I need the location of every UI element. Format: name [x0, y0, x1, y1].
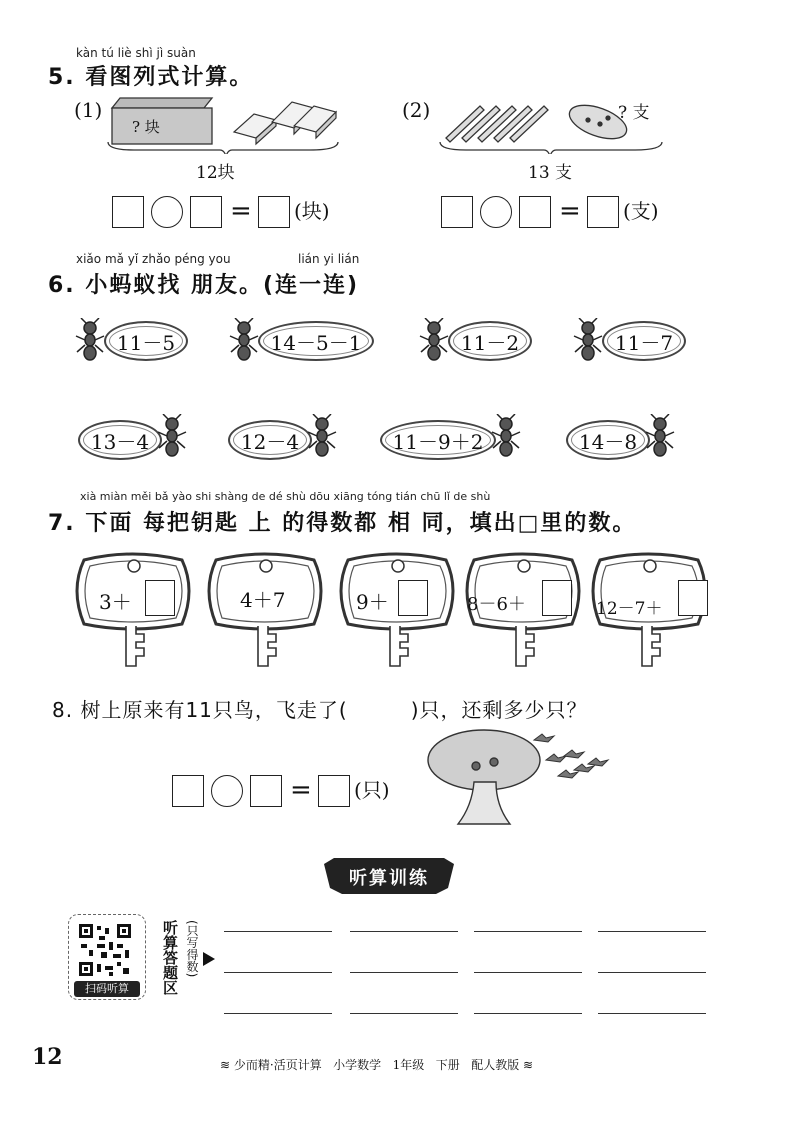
answer-box[interactable]	[258, 196, 290, 228]
ant-icon	[156, 414, 188, 458]
q7-pinyin: xià miàn měi bǎ yào shi shàng de dé shù dōu xiāng tóng tián chū lǐ de shù	[80, 490, 491, 503]
answer-box[interactable]	[250, 775, 282, 807]
q5-part1-hidden: ? 块	[132, 118, 160, 136]
equals-sign: =	[290, 775, 312, 805]
answer-line[interactable]	[474, 1013, 582, 1014]
answer-line[interactable]	[350, 931, 458, 932]
expression-oval[interactable]: 11－9＋2	[380, 420, 496, 460]
key-expression: 4＋7	[240, 588, 286, 612]
equals-sign: =	[230, 196, 252, 226]
answer-box[interactable]	[441, 196, 473, 228]
answer-line[interactable]	[350, 972, 458, 973]
expression-oval[interactable]: 11－2	[448, 321, 532, 361]
answer-line[interactable]	[598, 931, 706, 932]
operator-circle[interactable]	[480, 196, 512, 228]
footer-subject: 小学数学	[333, 1058, 382, 1072]
answer-box[interactable]	[587, 196, 619, 228]
q5-pinyin: kàn tú liè shì jì suàn	[76, 46, 196, 60]
box-lid	[112, 98, 212, 108]
ant-icon	[228, 318, 260, 362]
answer-line[interactable]	[224, 972, 332, 973]
key-expression: 3＋	[99, 590, 132, 614]
flying-bird-icon	[534, 734, 608, 778]
qr-code-icon[interactable]	[77, 922, 133, 978]
play-arrow-icon	[203, 952, 215, 966]
q5-part1-label: (1)	[74, 98, 103, 122]
q8-title: 8. 树上原来有11只鸟，飞走了( )只，还剩多少只？	[52, 698, 588, 722]
ant-icon	[490, 414, 522, 458]
brace	[440, 142, 662, 154]
answer-area-note: (只写得数)	[185, 920, 199, 978]
key-answer-box[interactable]	[542, 580, 572, 616]
q5-part2-label: (2)	[402, 98, 431, 122]
q5-part2-unit: (支)	[623, 199, 659, 223]
operator-circle[interactable]	[151, 196, 183, 228]
listening-banner: 听算训练	[349, 868, 429, 889]
key-answer-box[interactable]	[398, 580, 428, 616]
answer-line[interactable]	[474, 972, 582, 973]
box-body	[112, 108, 212, 144]
expression-oval[interactable]: 12－4	[228, 420, 312, 460]
tree-with-birds-illustration	[424, 726, 610, 830]
q6-title: 6. 小蚂蚁找 朋友。(连一连)	[48, 273, 360, 298]
pencil-icon	[446, 106, 548, 142]
q8-unit: (只)	[354, 778, 390, 802]
q5-part2-total: 13 支	[528, 163, 573, 183]
footer-grade: 1年级	[392, 1058, 425, 1072]
wave-icon: ≋	[220, 1058, 231, 1072]
page-number: 12	[32, 1044, 63, 1070]
wave-icon: ≋	[523, 1058, 534, 1072]
answer-line[interactable]	[350, 1013, 458, 1014]
key-answer-box[interactable]	[145, 580, 175, 616]
q5-part1-unit: (块)	[294, 199, 330, 223]
operator-circle[interactable]	[211, 775, 243, 807]
answer-line[interactable]	[224, 931, 332, 932]
key-expression: 9＋	[356, 590, 389, 614]
footer-volume: 下册	[435, 1058, 460, 1072]
q5-part1-total: 12块	[196, 163, 235, 183]
key-expression: 12－7＋	[596, 599, 663, 619]
answer-box[interactable]	[172, 775, 204, 807]
tree-icon	[428, 730, 540, 824]
expression-oval[interactable]: 11－5	[104, 321, 188, 361]
answer-line[interactable]	[474, 931, 582, 932]
q7-title: 7. 下面 每把钥匙 上 的得数都 相 同，填出□里的数。	[48, 511, 637, 536]
footer-line	[220, 1056, 533, 1073]
ant-icon	[572, 318, 604, 362]
key-icon	[72, 550, 194, 670]
equals-sign: =	[559, 196, 581, 226]
q5-part2-hidden: ? 支	[618, 103, 650, 123]
answer-line[interactable]	[598, 972, 706, 973]
q6-pinyin-b: lián yi lián	[298, 252, 360, 266]
key-answer-box[interactable]	[678, 580, 708, 616]
answer-box[interactable]	[112, 196, 144, 228]
answer-box[interactable]	[519, 196, 551, 228]
ant-icon	[306, 414, 338, 458]
answer-area-label: 听算答题区	[161, 920, 179, 995]
answer-line[interactable]	[224, 1013, 332, 1014]
q5-title: 5. 看图列式计算。	[48, 65, 254, 90]
ant-icon	[644, 414, 676, 458]
expression-oval[interactable]: 14－5－1	[258, 321, 374, 361]
answer-line[interactable]	[598, 1013, 706, 1014]
key-icon	[336, 550, 458, 670]
answer-box[interactable]	[318, 775, 350, 807]
q6-pinyin-a: xiǎo mǎ yǐ zhǎo péng you	[76, 252, 231, 266]
expression-oval[interactable]: 14－8	[566, 420, 650, 460]
eraser-icon	[234, 102, 336, 144]
ant-icon	[418, 318, 450, 362]
expression-oval[interactable]: 11－7	[602, 321, 686, 361]
answer-box[interactable]	[190, 196, 222, 228]
qr-label: 扫码听算	[74, 981, 140, 997]
footer-series: 少而精·活页计算	[233, 1058, 322, 1072]
expression-oval[interactable]: 13－4	[78, 420, 162, 460]
footer-edition: 配人教版	[471, 1058, 520, 1072]
ant-icon	[74, 318, 106, 362]
key-expression: 8－6＋	[467, 594, 526, 615]
